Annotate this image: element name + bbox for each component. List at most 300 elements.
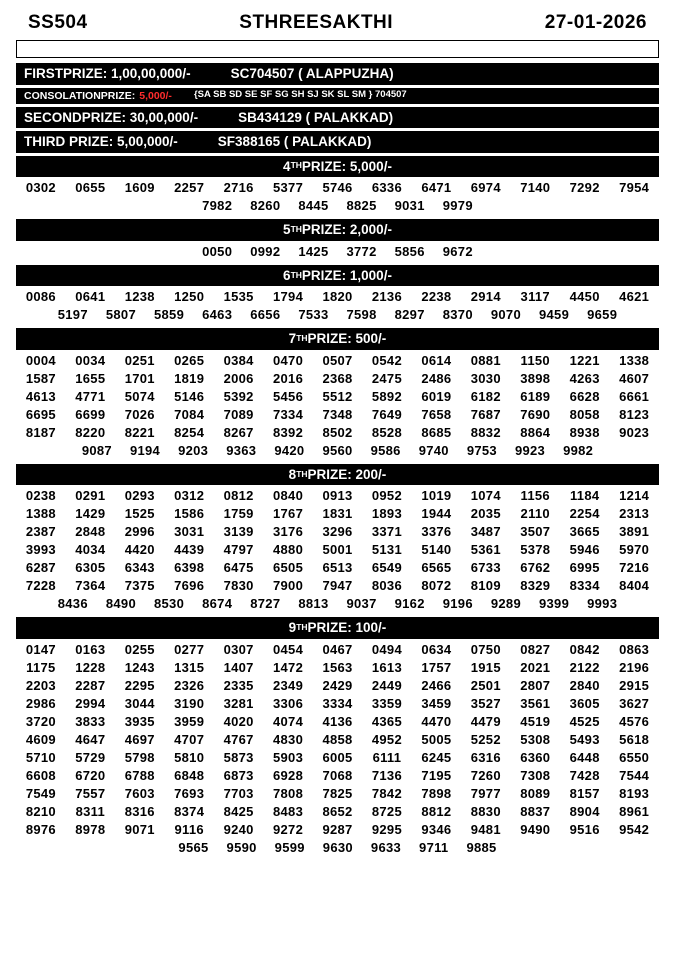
second-prize-row	[16, 107, 659, 129]
prize-number: 4136	[322, 713, 353, 729]
prize-number: 1338	[619, 352, 650, 368]
ninth-prize-ordinal: 9	[288, 620, 297, 636]
prize-number: 6111	[372, 749, 402, 765]
prize-number: 6928	[273, 767, 304, 783]
prize-number: 0004	[25, 352, 56, 368]
prize-number: 6762	[520, 560, 551, 576]
prize-number: 3935	[124, 713, 155, 729]
prize-number: 8404	[619, 578, 650, 594]
prize-number: 8436	[57, 596, 88, 612]
prize-number: 6019	[421, 388, 452, 404]
prize-number: 2915	[619, 677, 650, 693]
prize-number: 2716	[223, 180, 254, 196]
prize-number: 7690	[520, 406, 551, 422]
prize-number: 1250	[174, 289, 205, 305]
eighth-prize-ordinal: 8	[288, 466, 297, 482]
prize-number: 2313	[619, 506, 650, 522]
prize-number: 7084	[174, 406, 205, 422]
prize-number: 7348	[322, 406, 353, 422]
prize-number: 3627	[619, 695, 650, 711]
prize-number: 3139	[223, 524, 254, 540]
prize-number: 6448	[569, 749, 600, 765]
prize-number: 1915	[470, 659, 501, 675]
prize-number: 2021	[520, 659, 551, 675]
prize-number: 2475	[371, 370, 402, 386]
prize-number: 5903	[273, 749, 304, 765]
prize-number: 7260	[470, 767, 501, 783]
prize-number: 8254	[174, 424, 205, 440]
prize-number: 5392	[223, 388, 254, 404]
prize-number: 4647	[75, 731, 106, 747]
prize-number: 5859	[154, 307, 185, 323]
prize-number: 5140	[421, 542, 452, 558]
prize-number: 1767	[273, 506, 304, 522]
prize-number: 0050	[202, 243, 233, 259]
prize-number: 6189	[520, 388, 551, 404]
number-row	[16, 732, 659, 747]
prize-number: 9740	[418, 442, 449, 458]
prize-number: 6245	[421, 749, 452, 765]
sixth-prize-numbers	[16, 289, 659, 322]
prize-number: 7982	[202, 198, 233, 214]
prize-number: 6695	[25, 406, 56, 422]
prize-number: 3359	[371, 695, 402, 711]
prize-number: 2326	[174, 677, 205, 693]
prize-number: 8187	[25, 424, 56, 440]
prize-number: 7308	[520, 767, 551, 783]
prize-number: 7658	[421, 406, 452, 422]
prize-number: 2203	[25, 677, 56, 693]
draw-code: SS504	[28, 12, 88, 33]
prize-number: 0251	[124, 352, 155, 368]
number-row	[16, 768, 659, 783]
prize-number: 8221	[124, 424, 155, 440]
prize-number: 9116	[174, 821, 204, 837]
prize-number: 3371	[371, 524, 402, 540]
prize-number: 1184	[569, 488, 600, 504]
prize-number: 7292	[569, 180, 600, 196]
number-row	[16, 642, 659, 657]
prize-number: 8311	[75, 803, 106, 819]
seventh-prize-label: PRIZE: 500/-	[307, 331, 387, 347]
prize-number: 3772	[346, 243, 377, 259]
prize-number: 9923	[514, 442, 546, 458]
prize-number: 9287	[322, 821, 353, 837]
prize-number: 4020	[223, 713, 254, 729]
prize-number: 9599	[274, 839, 305, 855]
prize-number: 8727	[250, 596, 281, 612]
prize-number: 8260	[250, 198, 281, 214]
second-prize-winner: SB434129 ( PALAKKAD)	[238, 109, 394, 125]
prize-number: 2254	[569, 506, 600, 522]
prize-number: 3561	[520, 695, 551, 711]
prize-number: 8089	[520, 785, 551, 801]
prize-number: 6513	[322, 560, 353, 576]
prize-number: 0614	[421, 352, 452, 368]
prize-number: 0470	[273, 352, 304, 368]
prize-number: 8072	[421, 578, 452, 594]
prize-number: 0812	[223, 488, 254, 504]
prize-number: 6471	[421, 180, 452, 196]
prize-number: 0842	[569, 641, 600, 657]
prize-number: 9993	[587, 596, 618, 612]
prize-number: 7649	[371, 406, 402, 422]
prize-number: 8530	[154, 596, 185, 612]
fourth-prize-numbers	[16, 180, 659, 213]
prize-number: 0467	[322, 641, 353, 657]
number-row	[16, 506, 659, 521]
number-row	[16, 696, 659, 711]
prize-number: 6608	[25, 767, 56, 783]
prize-number: 1820	[322, 289, 353, 305]
prize-number: 3507	[520, 524, 551, 540]
prize-number: 3044	[124, 695, 155, 711]
prize-number: 6661	[619, 388, 650, 404]
number-row	[16, 524, 659, 539]
prize-number: 4439	[174, 542, 205, 558]
prize-number: 0634	[421, 641, 452, 657]
prize-number: 6995	[569, 560, 600, 576]
prize-number: 9272	[273, 821, 304, 837]
fifth-prize-numbers	[16, 244, 659, 259]
prize-number: 5810	[174, 749, 205, 765]
prize-number: 7557	[75, 785, 106, 801]
prize-number: 5512	[322, 388, 353, 404]
prize-number: 5892	[371, 388, 402, 404]
prize-number: 5856	[394, 243, 425, 259]
prize-number: 7693	[174, 785, 205, 801]
prize-number: 0086	[25, 289, 56, 305]
ninth-prize-sup: TH	[296, 622, 308, 633]
prize-number: 0507	[322, 352, 353, 368]
prize-number: 0307	[223, 641, 254, 657]
prize-number: 1701	[124, 370, 155, 386]
prize-number: 7898	[421, 785, 452, 801]
prize-number: 0655	[75, 180, 106, 196]
number-row	[16, 353, 659, 368]
prize-number: 5746	[322, 180, 353, 196]
prize-number: 8210	[25, 803, 56, 819]
prize-number: 1425	[298, 243, 329, 259]
prize-number: 7830	[223, 578, 254, 594]
number-row	[16, 840, 659, 855]
prize-number: 2122	[569, 659, 600, 675]
prize-number: 3665	[569, 524, 600, 540]
prize-number: 9070	[490, 307, 521, 323]
number-row	[16, 289, 659, 304]
prize-number: 8976	[25, 821, 56, 837]
prize-number: 8832	[470, 424, 501, 440]
prize-number: 9289	[490, 596, 521, 612]
prize-number: 9087	[81, 442, 112, 458]
prize-number: 5729	[75, 749, 106, 765]
prize-number: 8490	[105, 596, 136, 612]
prize-number: 2295	[124, 677, 155, 693]
prize-number: 6873	[223, 767, 254, 783]
prize-number: 7364	[75, 578, 106, 594]
number-row	[16, 198, 659, 213]
prize-number: 6316	[470, 749, 501, 765]
prize-number: 9885	[466, 839, 497, 855]
prize-number: 2349	[273, 677, 304, 693]
ninth-prize-header	[16, 617, 659, 639]
prize-number: 5001	[322, 542, 353, 558]
prize-number: 4830	[273, 731, 304, 747]
prize-number: 7068	[322, 767, 353, 783]
prize-number: 6336	[371, 180, 402, 196]
prize-number: 1407	[223, 659, 254, 675]
prize-number: 1019	[421, 488, 452, 504]
prize-number: 1944	[421, 506, 452, 522]
consolation-prize-row	[16, 88, 659, 104]
prize-number: 7603	[124, 785, 155, 801]
prize-number: 1613	[371, 659, 402, 675]
prize-number: 5361	[470, 542, 501, 558]
prize-number: 8220	[75, 424, 106, 440]
prize-number: 1757	[421, 659, 452, 675]
prize-number: 4613	[25, 388, 56, 404]
prize-number: 6733	[470, 560, 501, 576]
prize-number: 1587	[25, 370, 56, 386]
fifth-prize-label: PRIZE: 2,000/-	[301, 222, 392, 238]
prize-number: 2986	[25, 695, 56, 711]
prize-number: 7825	[322, 785, 353, 801]
prize-number: 9753	[466, 442, 497, 458]
prize-number: 5456	[273, 388, 304, 404]
prize-number: 3605	[569, 695, 600, 711]
blank-bar	[16, 40, 659, 58]
prize-number: 0494	[371, 641, 402, 657]
prize-number: 7334	[273, 406, 304, 422]
third-prize-label: THIRD PRIZE: 5,00,000/-	[24, 134, 178, 150]
seventh-prize-numbers	[16, 353, 659, 458]
prize-number: 1150	[520, 352, 550, 368]
number-row	[16, 678, 659, 693]
number-row	[16, 389, 659, 404]
prize-number: 9037	[346, 596, 377, 612]
number-row	[16, 660, 659, 675]
prize-number: 7533	[298, 307, 329, 323]
prize-number: 8502	[322, 424, 353, 440]
prize-number: 2238	[421, 289, 452, 305]
prize-number: 4858	[322, 731, 353, 747]
prize-number: 6287	[25, 560, 56, 576]
prize-number: 7598	[346, 307, 377, 323]
prize-number: 1472	[273, 659, 304, 675]
prize-number: 2996	[124, 524, 155, 540]
prize-number: 3190	[174, 695, 205, 711]
prize-number: 8825	[346, 198, 377, 214]
prize-number: 4479	[470, 713, 501, 729]
prize-number: 0312	[174, 488, 205, 504]
prize-number: 7136	[371, 767, 402, 783]
prize-number: 5308	[520, 731, 551, 747]
prize-number: 8813	[298, 596, 329, 612]
prize-number: 7703	[223, 785, 254, 801]
prize-number: 5074	[124, 388, 155, 404]
prize-number: 9560	[322, 442, 353, 458]
prize-number: 8316	[124, 803, 155, 819]
prize-number: 8334	[569, 578, 600, 594]
prize-number: 9590	[226, 839, 257, 855]
number-row	[16, 578, 659, 593]
fourth-prize-label: PRIZE: 5,000/-	[301, 158, 392, 174]
prize-number: 9399	[539, 596, 570, 612]
prize-number: 7026	[124, 406, 155, 422]
fifth-prize-ordinal: 5	[283, 222, 291, 238]
prize-number: 3334	[322, 695, 353, 711]
prize-number: 2807	[520, 677, 551, 693]
prize-number: 6565	[421, 560, 452, 576]
prize-number: 8329	[520, 578, 551, 594]
prize-number: 8297	[394, 307, 425, 323]
prize-number: 9203	[178, 442, 209, 458]
prize-number: 0913	[322, 488, 353, 504]
prize-number: 5970	[619, 542, 650, 558]
first-prize-label: FIRSTPRIZE: 1,00,00,000/-	[24, 66, 191, 81]
prize-number: 8938	[569, 424, 600, 440]
ninth-prize-label: PRIZE: 100/-	[307, 620, 387, 636]
prize-number: 7842	[371, 785, 402, 801]
prize-number: 5710	[25, 749, 56, 765]
prize-number: 8725	[371, 803, 402, 819]
prize-number: 5378	[520, 542, 551, 558]
prize-number: 2429	[322, 677, 353, 693]
first-prize-row	[16, 63, 659, 85]
number-row	[16, 542, 659, 557]
prize-number: 5131	[371, 542, 402, 558]
prize-number: 3993	[25, 542, 56, 558]
prize-number: 1893	[371, 506, 402, 522]
prize-number: 6788	[124, 767, 155, 783]
second-prize-label: SECONDPRIZE: 30,00,000/-	[24, 109, 199, 125]
prize-number: 6848	[174, 767, 205, 783]
prize-number: 2110	[520, 506, 550, 522]
prize-number: 5618	[619, 731, 650, 747]
prize-number: 4420	[124, 542, 155, 558]
prize-number: 7549	[25, 785, 56, 801]
fourth-prize-header	[16, 156, 659, 178]
prize-number: 6720	[75, 767, 106, 783]
prize-number: 3459	[421, 695, 452, 711]
prize-number: 5946	[569, 542, 600, 558]
prize-number: 6005	[322, 749, 353, 765]
prize-number: 9240	[223, 821, 254, 837]
sixth-prize-ordinal: 6	[283, 267, 291, 283]
prize-number: 0302	[25, 180, 56, 196]
prize-number: 1609	[124, 180, 155, 196]
prize-number: 1315	[174, 659, 205, 675]
prize-number: 9295	[371, 821, 402, 837]
first-prize-winner: SC704507 ( ALAPPUZHA)	[230, 66, 394, 81]
seventh-prize-sup: TH	[296, 333, 308, 344]
prize-number: 9516	[569, 821, 600, 837]
prize-number: 6360	[520, 749, 551, 765]
prize-number: 6656	[250, 307, 281, 323]
prize-number: 8392	[273, 424, 304, 440]
sixth-prize-sup: TH	[290, 269, 302, 280]
number-row	[16, 786, 659, 801]
prize-number: 0992	[250, 243, 281, 259]
prize-number: 5873	[223, 749, 254, 765]
prize-number: 6628	[569, 388, 600, 404]
prize-number: 6549	[371, 560, 402, 576]
prize-number: 1238	[124, 289, 155, 305]
prize-number: 9031	[394, 198, 425, 214]
prize-number: 6699	[75, 406, 106, 422]
prize-number: 7375	[124, 578, 155, 594]
eighth-prize-sup: TH	[296, 468, 308, 479]
prize-number: 8483	[273, 803, 304, 819]
prize-number: 8425	[223, 803, 254, 819]
prize-number: 4034	[75, 542, 106, 558]
prize-number: 4365	[371, 713, 402, 729]
prize-number: 4525	[569, 713, 600, 729]
prize-number: 3720	[25, 713, 56, 729]
prize-number: 7089	[223, 406, 254, 422]
prize-number: 3031	[174, 524, 205, 540]
prize-number: 4767	[223, 731, 254, 747]
prize-number: 8445	[298, 198, 329, 214]
prize-number: 8864	[520, 424, 551, 440]
prize-number: 2257	[174, 180, 205, 196]
prize-number: 2035	[470, 506, 501, 522]
prize-number: 2006	[223, 370, 254, 386]
prize-number: 2287	[75, 677, 106, 693]
seventh-prize-header	[16, 328, 659, 350]
prize-number: 8058	[569, 406, 600, 422]
prize-number: 3296	[322, 524, 353, 540]
prize-number: 9363	[226, 442, 257, 458]
prize-number: 2016	[273, 370, 304, 386]
prize-number: 0952	[371, 488, 402, 504]
prize-number: 8370	[442, 307, 473, 323]
prize-number: 3527	[470, 695, 501, 711]
prize-number: 9071	[124, 821, 155, 837]
prize-number: 5377	[273, 180, 304, 196]
prize-number: 2335	[223, 677, 254, 693]
prize-number: 9565	[178, 839, 209, 855]
prize-number: 0265	[174, 352, 205, 368]
prize-number: 7544	[619, 767, 650, 783]
prize-number: 3281	[223, 695, 254, 711]
prize-number: 7195	[421, 767, 452, 783]
prize-number: 8674	[202, 596, 233, 612]
number-row	[16, 244, 659, 259]
prize-number: 9672	[442, 243, 473, 259]
prize-number: 6305	[75, 560, 106, 576]
prize-number: 4771	[75, 388, 106, 404]
prize-number: 3898	[520, 370, 551, 386]
prize-number: 9630	[322, 839, 353, 855]
prize-number: 3376	[421, 524, 452, 540]
consolation-prize-series: {SA SB SD SE SF SG SH SJ SK SL SM } 704507	[193, 89, 407, 101]
prize-number: 1759	[223, 506, 254, 522]
prize-number: 8978	[75, 821, 106, 837]
prize-number: 2196	[619, 659, 650, 675]
prize-number: 3176	[273, 524, 304, 540]
prize-number: 1214	[619, 488, 650, 504]
prize-number: 8123	[619, 406, 650, 422]
number-row	[16, 180, 659, 195]
prize-number: 2136	[371, 289, 402, 305]
prize-number: 5493	[569, 731, 600, 747]
prize-number: 1525	[124, 506, 155, 522]
prize-number: 1175	[26, 659, 56, 675]
prize-number: 9979	[442, 198, 473, 214]
prize-number: 5807	[105, 307, 136, 323]
prize-number: 3117	[520, 289, 550, 305]
